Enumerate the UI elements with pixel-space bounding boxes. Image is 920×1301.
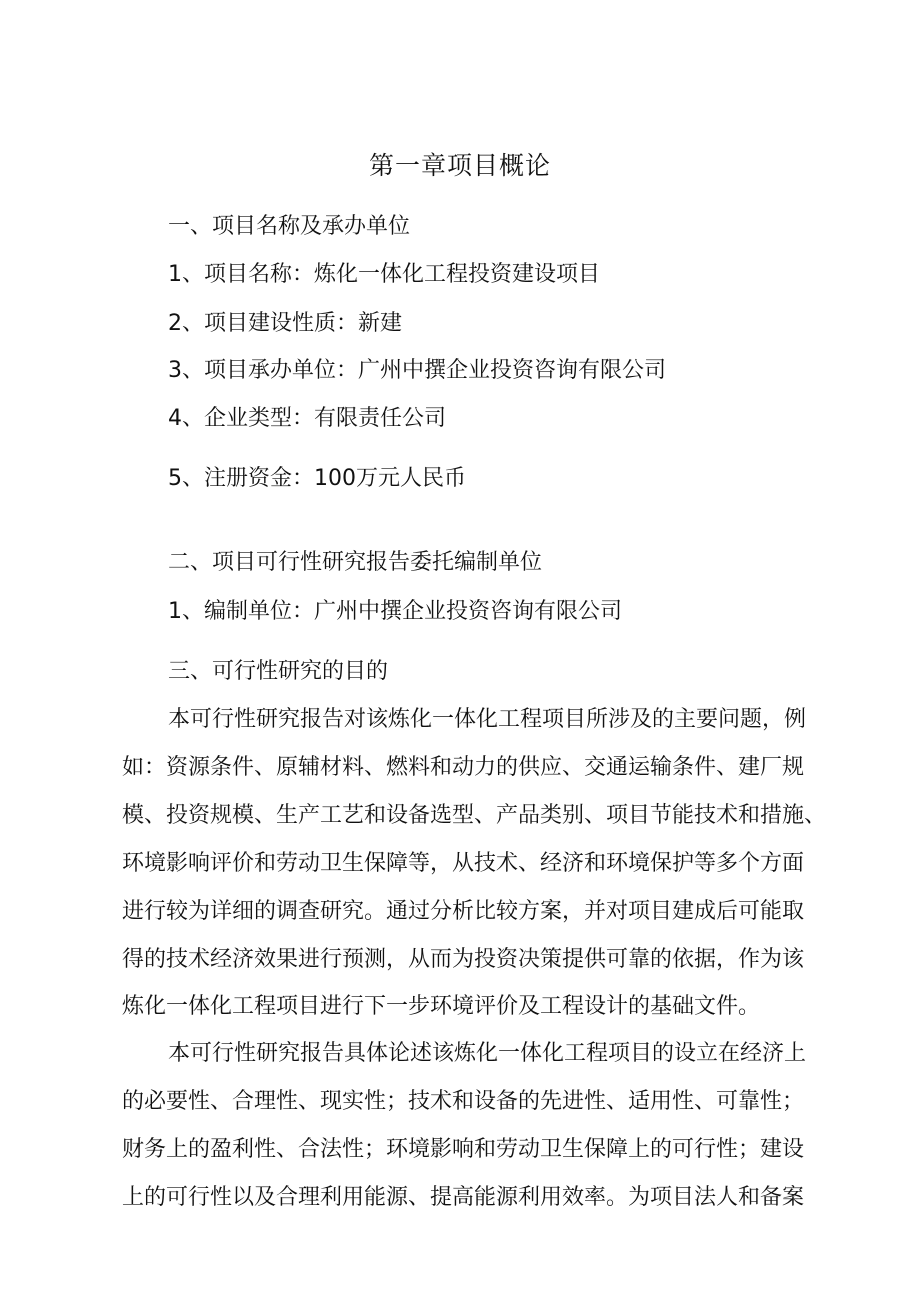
paragraph1-line-3: 模、投资规模、生产工艺和设备选型、产品类别、项目节能技术和措施、 [122,803,827,828]
paragraph1-line-5: 进行较为详细的调查研究。通过分析比较方案，并对项目建成后可能取 [122,899,805,924]
paragraph1-line-2: 如：资源条件、原辅材料、燃料和动力的供应、交通运输条件、建厂规 [122,755,805,780]
section1-item-3: 3、项目承办单位：广州中撰企业投资咨询有限公司 [168,358,666,383]
section1-item-5: 5、注册资金：100万元人民币 [168,466,466,491]
paragraph2-line-1: 本可行性研究报告具体论述该炼化一体化工程项目的设立在经济上 [168,1041,807,1066]
chapter-title: 第一章项目概论 [368,151,551,180]
paragraph1-line-4: 环境影响评价和劳动卫生保障等，从技术、经济和环境保护等多个方面 [122,851,805,876]
section-heading-2: 二、项目可行性研究报告委托编制单位 [168,550,543,575]
section1-item-1: 1、项目名称：炼化一体化工程投资建设项目 [168,262,600,287]
section1-item-2: 2、项目建设性质：新建 [168,311,402,336]
paragraph2-line-3: 财务上的盈利性、合法性；环境影响和劳动卫生保障上的可行性；建设 [122,1137,805,1162]
section-heading-1: 一、项目名称及承办单位 [168,214,411,239]
paragraph1-line-1: 本可行性研究报告对该炼化一体化工程项目所涉及的主要问题，例 [168,707,807,732]
section2-item-1: 1、编制单位：广州中撰企业投资咨询有限公司 [168,599,622,624]
section-heading-3: 三、可行性研究的目的 [168,659,389,684]
paragraph1-line-6: 得的技术经济效果进行预测，从而为投资决策提供可靠的依据，作为该 [122,947,805,972]
paragraph1-line-7: 炼化一体化工程项目进行下一步环境评价及工程设计的基础文件。 [122,994,761,1019]
paragraph2-line-2: 的必要性、合理性、现实性；技术和设备的先进性、适用性、可靠性； [122,1089,805,1114]
section1-item-4: 4、企业类型：有限责任公司 [168,406,446,431]
paragraph2-line-4: 上的可行性以及合理利用能源、提高能源利用效率。为项目法人和备案 [122,1185,805,1210]
